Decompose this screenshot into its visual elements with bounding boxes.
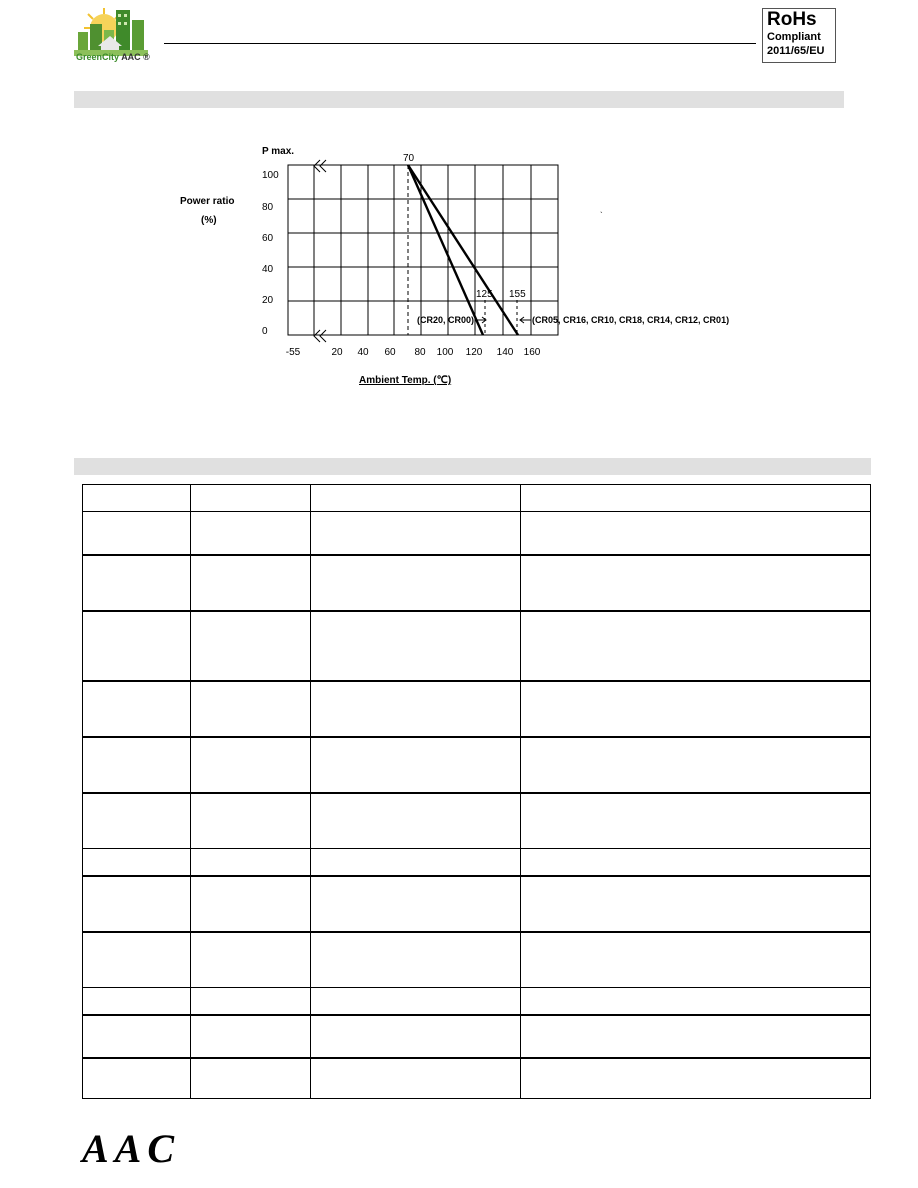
x-tick-label: 120 (465, 347, 483, 358)
table-row (83, 555, 871, 611)
x-tick-label: 140 (496, 347, 514, 358)
table-cell (521, 611, 871, 681)
table-cell (521, 555, 871, 611)
table-cell (191, 485, 311, 512)
x-tick-label: 60 (384, 347, 396, 358)
table-cell (191, 849, 311, 876)
table-cell (191, 876, 311, 932)
table-cell (83, 1058, 191, 1099)
annotation-125: 125 (476, 289, 493, 300)
table-cell (311, 876, 521, 932)
footer-logo-text: AAC (82, 1128, 181, 1168)
table-cell (83, 932, 191, 988)
table-row (83, 849, 871, 876)
table-cell (311, 1058, 521, 1099)
y-tick-label: 40 (262, 264, 274, 275)
table-row (83, 611, 871, 681)
annotation-155: 155 (509, 289, 526, 300)
table-cell (311, 1015, 521, 1058)
x-tick-label: 20 (331, 347, 343, 358)
table-cell (311, 681, 521, 737)
section-bar-specifications (74, 458, 871, 475)
x-tick-label: 100 (436, 347, 454, 358)
table-row (83, 485, 871, 512)
chart-title: P max. (262, 146, 295, 157)
series-label-cr20: (CR20, CR00) (417, 315, 475, 325)
logo-brand: GreenCity (76, 52, 120, 62)
table-cell (83, 611, 191, 681)
y-tick-label: 100 (262, 170, 279, 181)
table-cell (311, 849, 521, 876)
y-tick-label: 0 (262, 326, 268, 337)
axis-break-mark (314, 160, 326, 172)
table-cell (521, 1015, 871, 1058)
table-cell (83, 793, 191, 849)
table-cell (311, 485, 521, 512)
y-tick-label: 60 (262, 233, 274, 244)
table-cell (191, 555, 311, 611)
table-cell (521, 988, 871, 1015)
rohs-title: RoHs (767, 9, 817, 30)
table-cell (191, 1058, 311, 1099)
table-cell (191, 681, 311, 737)
aac-footer-logo (80, 1128, 230, 1173)
table-cell (521, 681, 871, 737)
x-tick-label: 160 (523, 347, 541, 358)
y-axis-unit: (%) (201, 215, 217, 226)
x-axis-label: Ambient Temp. (℃) (359, 375, 452, 386)
table-cell (83, 849, 191, 876)
table-cell (83, 485, 191, 512)
series-label-cr05: (CR05, CR16, CR10, CR18, CR14, CR12, CR01) (532, 315, 730, 325)
table-cell (83, 681, 191, 737)
table-cell (191, 512, 311, 555)
table-cell (83, 876, 191, 932)
table-row (83, 793, 871, 849)
annotation-70: 70 (403, 153, 415, 164)
table-row (83, 876, 871, 932)
table-cell (311, 737, 521, 793)
table-cell (311, 512, 521, 555)
table-row (83, 1058, 871, 1099)
rohs-directive: 2011/65/EU (767, 45, 825, 57)
y-axis-label: Power ratio (180, 196, 235, 207)
table-cell (521, 1058, 871, 1099)
table-cell (191, 737, 311, 793)
table-cell (521, 512, 871, 555)
table-cell (83, 555, 191, 611)
table-cell (191, 1015, 311, 1058)
series-line (408, 165, 518, 335)
table-cell (311, 988, 521, 1015)
spec-table (82, 484, 871, 1099)
table-cell (191, 793, 311, 849)
axis-break-mark (314, 330, 326, 342)
table-cell (311, 793, 521, 849)
table-row (83, 1015, 871, 1058)
table-cell (83, 1015, 191, 1058)
table-row (83, 932, 871, 988)
table-cell (83, 737, 191, 793)
table-cell (83, 512, 191, 555)
x-tick-label: 80 (414, 347, 426, 358)
x-tick-label: -55 (285, 347, 301, 358)
table-row (83, 512, 871, 555)
series-line (408, 165, 483, 335)
y-tick-label: 80 (262, 202, 274, 213)
table-cell (521, 737, 871, 793)
stray-mark: ` (600, 211, 603, 220)
table-cell (521, 485, 871, 512)
x-tick-label: 40 (357, 347, 369, 358)
table-cell (191, 611, 311, 681)
arrow-left (520, 317, 531, 323)
table-cell (521, 793, 871, 849)
rohs-compliant: Compliant (767, 31, 821, 43)
table-cell (311, 611, 521, 681)
logo-suffix: AAC ® (121, 52, 150, 62)
derating-chart (0, 0, 918, 420)
table-cell (83, 988, 191, 1015)
table-cell (521, 849, 871, 876)
table-cell (311, 555, 521, 611)
plot-frame (288, 165, 558, 335)
table-cell (191, 932, 311, 988)
table-cell (521, 876, 871, 932)
table-row (83, 681, 871, 737)
table-row (83, 737, 871, 793)
table-cell (311, 932, 521, 988)
table-cell (191, 988, 311, 1015)
y-tick-label: 20 (262, 295, 274, 306)
table-row (83, 988, 871, 1015)
chart-grid (288, 165, 558, 335)
table-cell (521, 932, 871, 988)
